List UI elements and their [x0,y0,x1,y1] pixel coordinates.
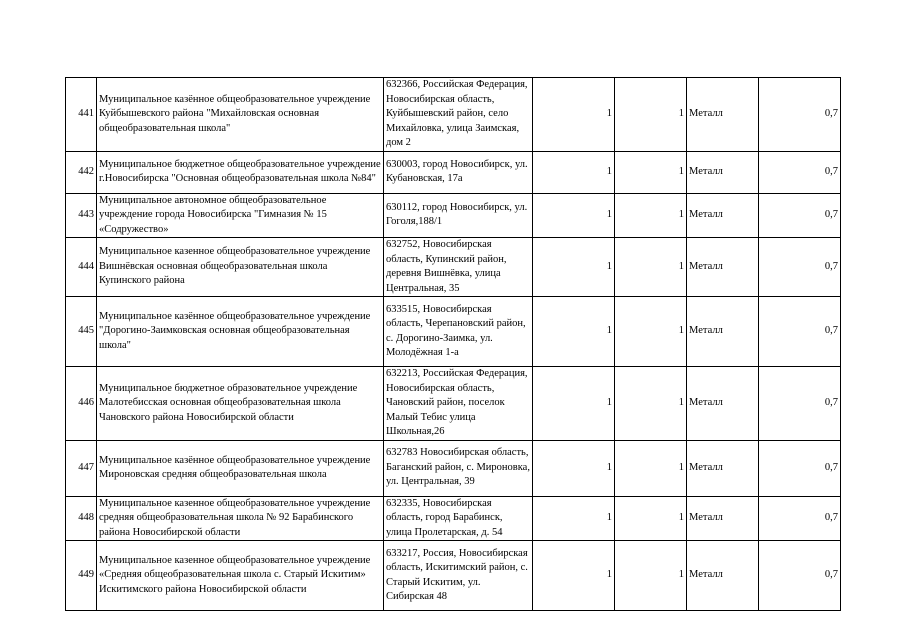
material-cell [687,151,759,193]
row-number: 448 [78,512,94,523]
quantity-2-cell [615,193,687,238]
material: Металл [689,260,723,272]
institution-address: 630112, город Новосибирск, ул. Гоголя,188/1 [386,201,528,228]
quantity-1-cell [533,78,615,152]
table-row [66,193,841,238]
quantity-1: 1 [606,461,612,473]
quantity-2: 1 [678,165,684,177]
material: Металл [689,108,723,119]
quantity-1: 1 [606,209,612,220]
quantity-2-cell [615,151,687,193]
value: 0,7 [824,260,838,272]
institution-name-cell [97,297,384,367]
institution-address-cell [384,367,533,441]
row-number: 446 [78,397,94,408]
table-row [66,541,841,611]
material: Металл [689,325,723,337]
table-row [66,78,841,152]
quantity-2-cell [615,367,687,441]
quantity-1-cell [533,541,615,611]
material-cell [687,297,759,367]
institution-name: Муниципальное казенное общеобразовательное учреждение «Средняя общеобразовательная школа с. Старый Искитим» Искитимского района Новосибирской области [99,554,371,595]
value-cell [759,541,841,611]
institution-address: 632783 Новосибирская область, Баганский район, с. Мироновка, ул. Центральная, 39 [386,447,530,488]
institution-name: Муниципальное бюджетное образовательное учреждение Малотебисская основная общеобразовательная школа Чановского района Новосибирской области [99,382,358,423]
quantity-2: 1 [678,461,684,473]
institution-name-cell [97,78,384,152]
institution-address: 632213, Российская Федерация, Новосибирская область, Чановский район, поселок Малый Тебис улица Школьная,26 [386,368,528,437]
row-number-cell [66,496,97,541]
quantity-2-cell [615,496,687,541]
quantity-2-cell [615,238,687,297]
value-cell [759,367,841,441]
institution-address: 632366, Российская Федерация, Новосибирская область, Куйбышевский район, село Михайловка, улица Заимская, дом 2 [386,79,528,148]
institution-address: 633515, Новосибирская область, Черепановский район, с. Дорогино-Заимка, ул. Молодёжная 1-а [386,303,526,358]
institution-address-cell [384,496,533,541]
value: 0,7 [824,209,838,220]
quantity-1: 1 [606,397,612,408]
quantity-1: 1 [606,325,612,337]
institution-name-cell [97,151,384,193]
institution-name: Муниципальное автономное общеобразовательное учреждение города Новосибирска "Гимназия № 15 «Содружество» [99,194,327,235]
institution-name-cell [97,193,384,238]
table-row [66,440,841,496]
row-number-cell [66,541,97,611]
row-number-cell [66,151,97,193]
table-row [66,297,841,367]
material-cell [687,496,759,541]
material: Металл [689,397,723,408]
material-cell [687,367,759,441]
quantity-1-cell [533,238,615,297]
value: 0,7 [824,325,838,337]
institution-name: Муниципальное казенное общеобразовательное учреждение Вишнёвская основная общеобразовательная школа Купинского района [99,246,371,287]
row-number: 445 [78,325,94,337]
quantity-1: 1 [606,108,612,119]
value-cell [759,78,841,152]
institution-name-cell [97,367,384,441]
row-number: 444 [78,260,94,272]
value-cell [759,151,841,193]
quantity-1-cell [533,367,615,441]
quantity-1-cell [533,440,615,496]
quantity-1: 1 [606,260,612,272]
value-cell [759,496,841,541]
value: 0,7 [824,569,838,581]
material-cell [687,541,759,611]
quantity-2-cell [615,78,687,152]
quantity-1: 1 [606,165,612,177]
institution-name: Муниципальное казенное общеобразовательное учреждение средняя общеобразовательная школа № 92 Барабинского района Новосибирской области [99,497,371,538]
quantity-1-cell [533,193,615,238]
institution-name: Муниципальное казённое общеобразовательное учреждение Мироновская средняя общеобразовательная школа [99,454,371,480]
institution-address-cell [384,151,533,193]
table-row [66,367,841,441]
value: 0,7 [824,108,838,119]
institution-address: 632335, Новосибирская область, город Барабинск, улица Пролетарская, д. 54 [386,497,503,538]
value: 0,7 [824,461,838,473]
row-number-cell [66,78,97,152]
institution-name: Муниципальное казённое общеобразовательное учреждение Куйбышевского района "Михайловская основная общеобразовательная школа" [99,93,371,134]
row-number-cell [66,193,97,238]
quantity-2: 1 [678,397,684,408]
quantity-2: 1 [678,512,684,523]
quantity-2-cell [615,541,687,611]
schools-table [65,77,841,611]
institution-name-cell [97,541,384,611]
institution-address-cell [384,297,533,367]
value: 0,7 [824,512,838,523]
row-number: 447 [78,461,94,473]
table-row [66,151,841,193]
institution-address: 633217, Россия, Новосибирская область, Искитимский район, с. Старый Искитим, ул. Сибирская 48 [386,547,528,602]
material: Металл [689,165,723,177]
table-body [66,78,841,611]
institution-address-cell [384,440,533,496]
institution-name: Муниципальное бюджетное общеобразовательное учреждение г.Новосибирска "Основная общеобразовательная школа №84" [99,158,381,184]
quantity-2-cell [615,297,687,367]
institution-name: Муниципальное казённое общеобразовательное учреждение "Дорогино-Заимковская основная общеобразовательная школа" [99,310,371,351]
quantity-2: 1 [678,260,684,272]
material: Металл [689,209,723,220]
quantity-2: 1 [678,108,684,119]
quantity-1-cell [533,496,615,541]
institution-name-cell [97,440,384,496]
row-number-cell [66,440,97,496]
row-number: 441 [78,108,94,119]
quantity-1: 1 [606,512,612,523]
value-cell [759,440,841,496]
table-row [66,238,841,297]
value: 0,7 [824,397,838,408]
quantity-1: 1 [606,569,612,581]
institution-address-cell [384,78,533,152]
row-number: 449 [78,569,94,581]
institution-address-cell [384,541,533,611]
institution-address-cell [384,238,533,297]
material: Металл [689,461,723,473]
material: Металл [689,512,723,523]
institution-address: 632752, Новосибирская область, Купинский район, деревня Вишнёвка, улица Центральная, 35 [386,239,507,294]
value: 0,7 [824,165,838,177]
institution-address: 630003, город Новосибирск, ул. Кубановская, 17а [386,158,528,184]
institution-address-cell [384,193,533,238]
quantity-2-cell [615,440,687,496]
quantity-1-cell [533,151,615,193]
material-cell [687,193,759,238]
row-number: 442 [78,165,94,177]
quantity-2: 1 [678,569,684,581]
row-number: 443 [78,209,94,220]
row-number-cell [66,297,97,367]
value-cell [759,193,841,238]
value-cell [759,297,841,367]
material-cell [687,78,759,152]
institution-name-cell [97,238,384,297]
material: Металл [689,569,723,581]
material-cell [687,440,759,496]
row-number-cell [66,238,97,297]
material-cell [687,238,759,297]
quantity-1-cell [533,297,615,367]
institution-name-cell [97,496,384,541]
quantity-2: 1 [678,325,684,337]
value-cell [759,238,841,297]
table-row [66,496,841,541]
quantity-2: 1 [678,209,684,220]
row-number-cell [66,367,97,441]
